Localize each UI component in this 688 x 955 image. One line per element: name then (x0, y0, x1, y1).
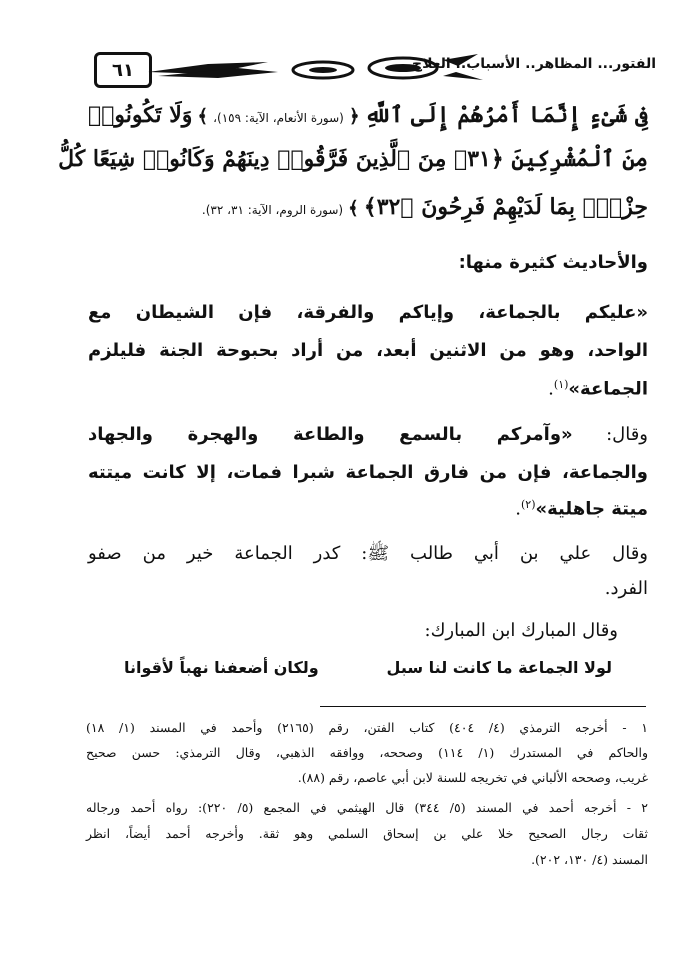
verse-first-hemistich: لولا الجماعة ما كانت لنا سبل (386, 658, 612, 677)
footnote-marker: (١) (553, 378, 569, 391)
quran-line-1 (88, 102, 648, 128)
footnote-2-line-2: ثقات رجال الصحيح خلا علي بن إسحاق السلمي وهو ثقة. وأخرجه أحمد أيضاً، انظر (86, 826, 648, 841)
hadith-line-3 (88, 378, 648, 399)
hadith-line-6 (88, 498, 648, 519)
hadith-line-5 (88, 462, 648, 483)
period: . (548, 378, 554, 400)
hadith-line-4 (88, 424, 648, 445)
footnote-1-line-3: غريب، وصححه الألباني في تخريجه للسنة لابن أبي عاصم، رقم (٨٨). (297, 770, 648, 785)
quote-line-1 (88, 542, 648, 568)
quran-text: مِنَ ٱلْمُشْرِكِينَ ﴿٣١﴾ مِنَ ٱلَّذِينَ فَرَّقُوا۟ دِينَهُمْ وَكَانُوا۟ شِيَعًا كُلُّ (58, 146, 648, 172)
page-header (86, 44, 656, 88)
footnote-1-line-1: ١ - أخرجه الترمذي (٤/ ٤٠٤) كتاب الفتن، رقم (٢١٦٥) وأحمد في المسند (١/ ١٨) (86, 720, 649, 735)
quran-text: فِى شَىْءٍ إِنَّمَا أَمْرُهُمْ إِلَى ٱللَّهِ (364, 102, 648, 128)
period: . (515, 498, 521, 520)
verse-second-hemistich: ولكان أضعفنا نهباً لأقوانا (124, 658, 319, 677)
poetry-verse (120, 658, 660, 686)
surah-reference: (سورة الأنعام، الآية: ١٥٩)، (213, 111, 344, 125)
said-prefix: وقال: (606, 424, 648, 445)
ayah-bracket-close: ﴾ (348, 198, 359, 219)
hadith-text: ميتة جاهلية» (535, 498, 648, 520)
hadith-line-1 (88, 302, 648, 323)
hadith-line-2 (88, 340, 648, 361)
poet-intro (88, 620, 648, 641)
footnote-1-line-2: والحاكم في المستدرك (١/ ١١٤) وصححه، ووافقه الذهبي، وقال الترمذي: حسن صحيح (86, 745, 648, 760)
hadith-text: «وآمركم بالسمع والطاعة والهجرة والجهاد (88, 424, 573, 445)
quran-line-3 (88, 194, 648, 220)
page-number: ٦١ (112, 59, 134, 81)
running-title: الفتور... المظاهر.. الأسباب.. العلاج (412, 56, 656, 72)
page-number-box (94, 52, 152, 88)
hadith-text: والجماعة، فإن من فارق الجماعة شبرا فمات، إلا كانت ميتته (88, 462, 648, 483)
quran-text: حِزْبٍۭ بِمَا لَدَيْهِمْ فَرِحُونَ ﴿٣٢﴾ (363, 194, 648, 220)
section-intro-text: والأحاديث كثيرة منها: (458, 252, 648, 273)
surah-reference: (سورة الروم، الآية: ٣١، ٣٢). (201, 203, 344, 217)
quote-line-2 (88, 578, 648, 599)
section-intro (88, 252, 648, 273)
quran-text: وَلَا تَكُونُوا۟ (88, 102, 193, 128)
quote-text: وقال علي بن أبي طالب ﷺ: كدر الجماعة خير من صفو (88, 543, 648, 564)
ayah-bracket-close: ﴾ (197, 106, 209, 127)
ayah-bracket-open: ﴿ (348, 106, 360, 127)
quote-text: الفرد. (604, 578, 648, 599)
footnote-2-line-1: ٢ - أخرجه أحمد في المسند (٥/ ٣٤٤) قال الهيثمي في المجمع (٥/ ٢٢٠): رواه أحمد ورجاله (86, 800, 648, 815)
hadith-text: الجماعة» (568, 378, 648, 400)
quran-line-2 (58, 146, 648, 172)
poet-intro-text: وقال المبارك ابن المبارك: (424, 620, 618, 641)
footnote-divider (320, 706, 646, 707)
footnote-2-line-3: المسند (٤/ ١٣٠، ٢٠٢). (531, 852, 648, 867)
hadith-text: «عليكم بالجماعة، وإياكم والفرقة، فإن الشيطان مع (88, 302, 648, 323)
hadith-text: الواحد، وهو من الاثنين أبعد، من أراد بحبوحة الجنة فليلزم (88, 340, 648, 361)
footnote-marker: (٢) (521, 498, 536, 511)
